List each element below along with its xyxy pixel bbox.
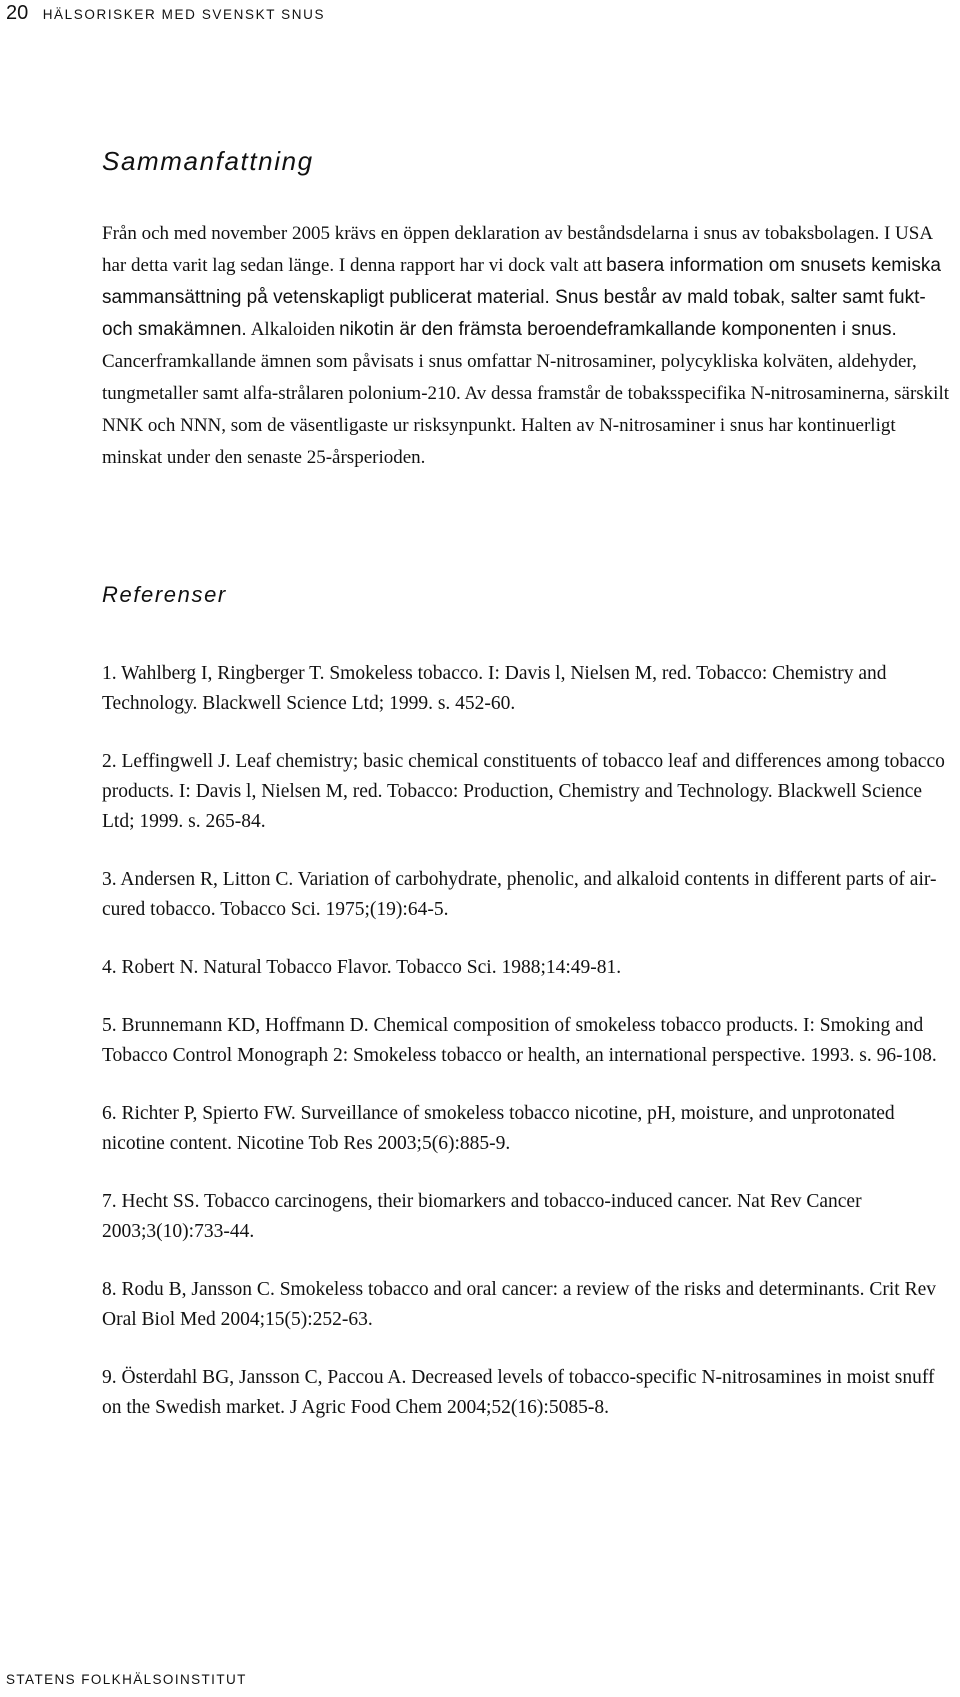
page-number: 20 [6, 2, 29, 24]
summary-segment: Alkaloiden [250, 319, 336, 340]
running-head: HÄLSORISKER MED SVENSKT SNUS [42, 7, 326, 22]
page-header [6, 2, 325, 25]
reference-item: 2. Leffingwell J. Leaf chemistry; basic chemical constituents of tobacco leaf and differences among tobacco products. I: Davis l, Nielsen M, red. Tobacco: Production, Chemistry and Technology. Blackwell Science Ltd; 1999. s. 265-84. [102, 751, 945, 832]
summary-segment: Från och med november 2005 krävs en öppen deklaration av beståndsdelarna i snus av tobaksbolagen. I USA har detta varit lag sedan länge. I denna rapport har vi dock valt att [102, 223, 932, 276]
reference-item: 4. Robert N. Natural Tobacco Flavor. Tobacco Sci. 1988;14:49-81. [102, 957, 622, 978]
reference-item: 3. Andersen R, Litton C. Variation of carbohydrate, phenolic, and alkaloid contents in different parts of air-cured tobacco. Tobacco Sci. 1975;(19):64-5. [102, 869, 937, 920]
reference-item: 1. Wahlberg I, Ringberger T. Smokeless tobacco. I: Davis l, Nielsen M, red. Tobacco: Chemistry and Technology. Blackwell Science Ltd; 1999. s. 452-60. [102, 663, 887, 714]
references-heading: Referenser [102, 582, 227, 607]
reference-list [102, 659, 958, 1451]
reference-item: 9. Österdahl BG, Jansson C, Paccou A. Decreased levels of tobacco-specific N-nitrosamines in moist snuff on the Swedish market. J Agric Food Chem 2004;52(16):5085-8. [102, 1367, 935, 1418]
summary-segment: Cancerframkallande ämnen som påvisats i snus omfattar N-nitrosaminer, polycykliska kolväten, aldehyder, tungmetaller samt alfa-strålaren polonium-210. Av dessa framstår de tobaksspecifika N-nitrosaminerna, särskilt NNK och NNN, som de väsentligaste ur risksynpunkt. Halten av N-nitrosaminer i snus har kontinuerligt minskat under den senaste 25-årsperioden. [102, 351, 950, 468]
summary-segment: basera information om snusets kemiska sammansättning på vetenskapligt publicerat material. Snus består av mald tobak, salter samt fukt- och smakämnen. [102, 255, 941, 340]
reference-item: 5. Brunnemann KD, Hoffmann D. Chemical composition of smokeless tobacco products. I: Smoking and Tobacco Control Monograph 2: Smokeless tobacco or health, an international perspective. 1993. s. 96-108. [102, 1015, 937, 1066]
summary-paragraph [102, 218, 958, 474]
reference-item: 6. Richter P, Spierto FW. Surveillance of smokeless tobacco nicotine, pH, moisture, and unprotonated nicotine content. Nicotine Tob Res 2003;5(6):885-9. [102, 1103, 895, 1154]
summary-heading: Sammanfattning [102, 146, 314, 176]
page-footer: STATENS FOLKHÄLSOINSTITUT [6, 1672, 247, 1687]
summary-segment: nikotin är den främsta beroendeframkallande komponenten i snus. [339, 319, 897, 340]
reference-item: 8. Rodu B, Jansson C. Smokeless tobacco and oral cancer: a review of the risks and determinants. Crit Rev Oral Biol Med 2004;15(5):252-63. [102, 1279, 936, 1330]
reference-item: 7. Hecht SS. Tobacco carcinogens, their biomarkers and tobacco-induced cancer. Nat Rev Cancer 2003;3(10):733-44. [102, 1191, 862, 1242]
